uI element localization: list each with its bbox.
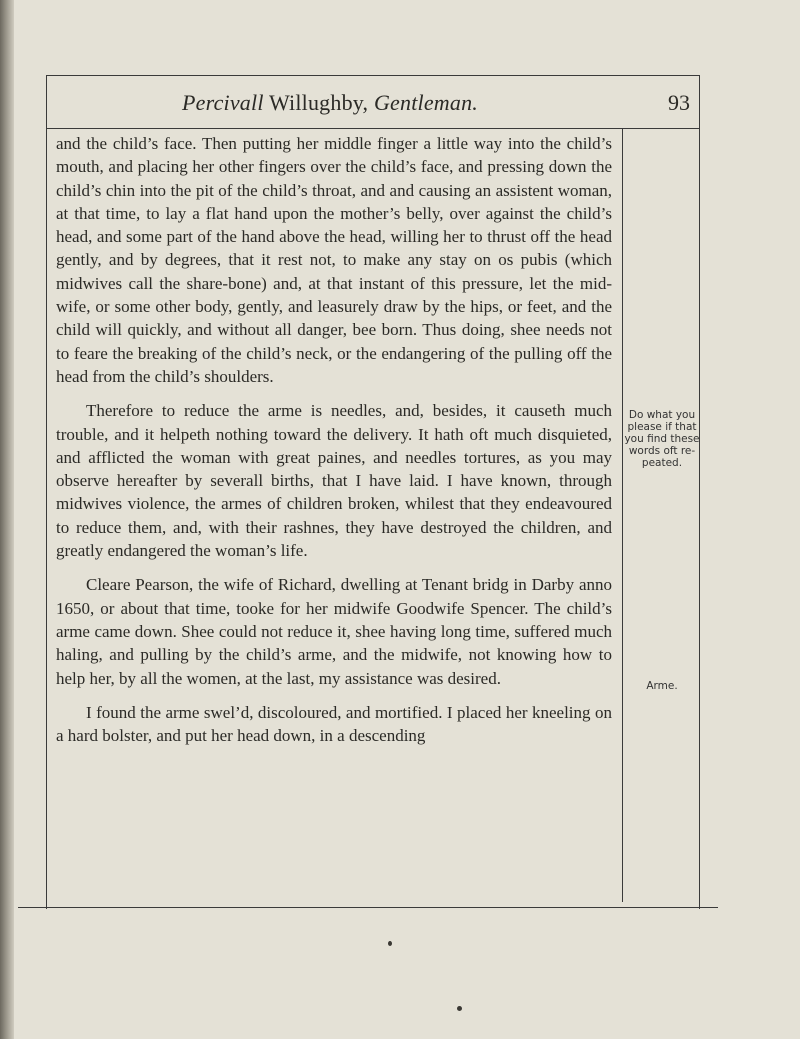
page-frame-left	[46, 75, 47, 909]
running-title	[160, 90, 500, 116]
page-number: 93	[668, 90, 690, 115]
margin-note-arme: Arme.	[646, 680, 678, 692]
page-frame-top	[46, 75, 700, 76]
ink-speck	[388, 941, 392, 946]
running-title-name: Percivall	[182, 90, 264, 115]
book-spine-shadow	[0, 0, 14, 1039]
margin-divider	[622, 128, 623, 902]
page-frame-right	[699, 75, 700, 909]
page-frame-bottom	[18, 907, 718, 908]
header-divider	[46, 128, 700, 129]
running-title-rank: Gentleman.	[373, 90, 478, 115]
paragraph-2: Therefore to reduce the arme is needles, and, besides, it causeth much trouble, and it helpeth nothing toward the delivery. It hath oft much disquieted, and afflicted the woman with great paines, and needles tortures, as you may observe hereafter by severall births, that I have laid. I have known, through midwives violence, the armes of children broken, whilest that they endeavoured to reduce them, and, with their rashnes, they have destroyed the children, and greatly endangered the woman’s life.	[56, 401, 612, 561]
paragraph-4: I found the arme swel’d, discoloured, and mortified. I placed her kneeling on a hard bolster, and put her head down, in a descending	[56, 702, 612, 746]
running-title-surname: Willughby,	[263, 90, 374, 115]
margin-note-repeated-words: Do what you please if that you find these words oft re-peated.	[624, 409, 700, 469]
body-text	[56, 132, 612, 747]
paragraph-1: and the child’s face. Then putting her middle finger a little way into the child’s mouth, and placing her other fingers over the child’s face, and pressing down the child’s chin into the pit of the child’s throat, and and causing an assistent woman, at that time, to lay a flat hand upon the mother’s belly, over against the child’s head, and some part of the hand above the head, willing her to thrust off the head gently, and by degrees, that it rest not, to make any stay on os pubis (which midwives call the share-bone) and, at that instant of this pressure, let the mid-wife, or some other body, gently, and leasurely draw by the hips, or feet, and the child will quickly, and without all danger, bee born. Thus doing, shee needs not to feare the breaking of the child’s neck, or the endangering of the pulling off the head from the child’s shoulders.	[56, 134, 612, 386]
ink-speck	[457, 1006, 462, 1011]
paragraph-3: Cleare Pearson, the wife of Richard, dwelling at Tenant bridg in Darby anno 1650, or about that time, tooke for her midwife Goodwife Spencer. The child’s arme came down. Shee could not reduce it, shee having long time, suffered much haling, and pulling by the child’s arme, and the midwife, not knowing how to help her, by all the women, at the last, my assistance was desired.	[56, 575, 612, 688]
